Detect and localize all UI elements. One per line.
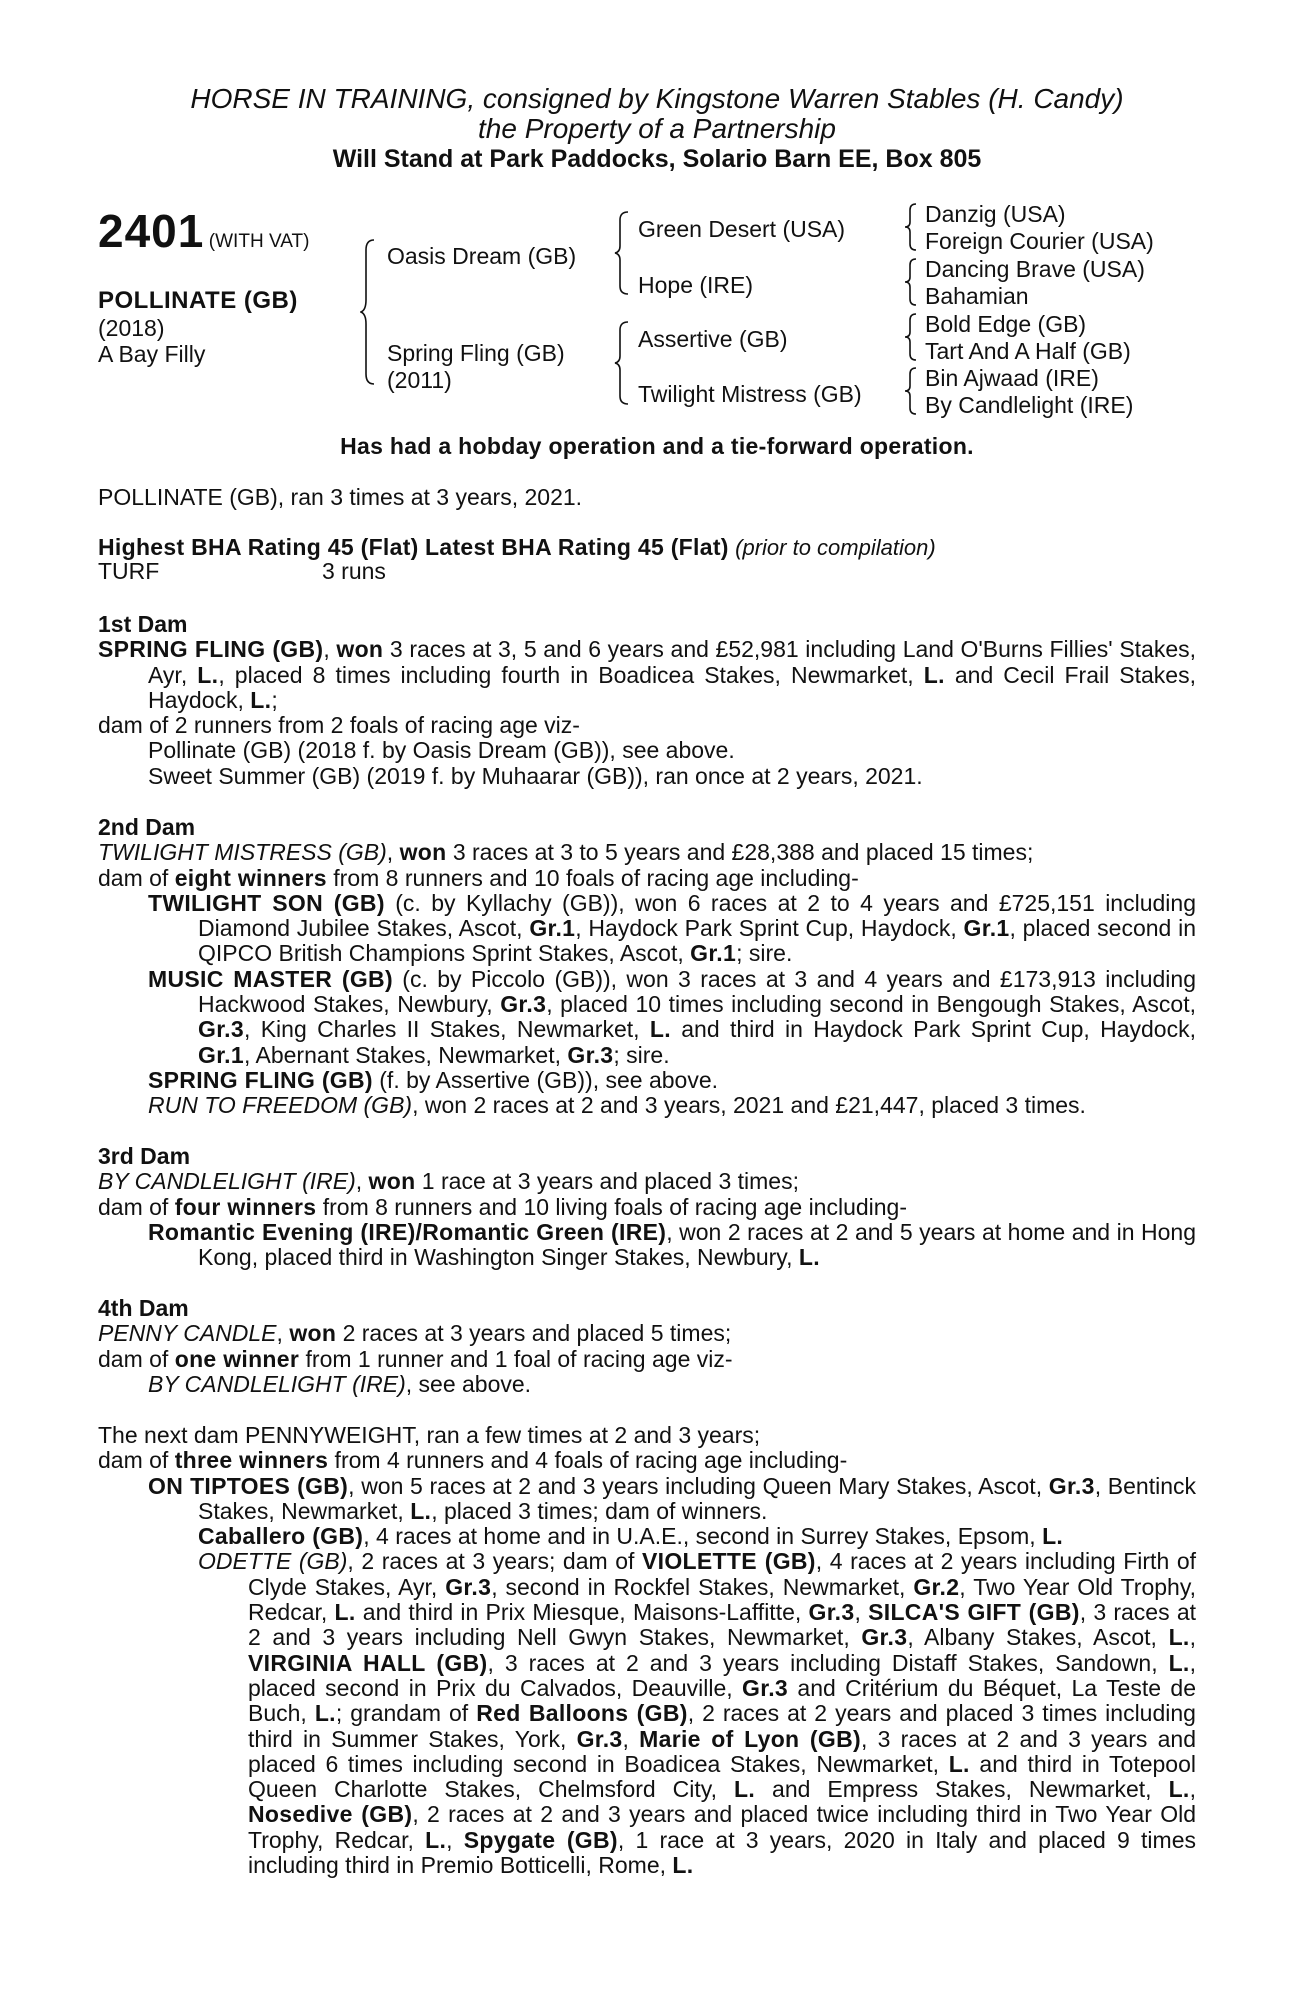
produce-item: TWILIGHT SON (GB) (c. by Kyllachy (GB)), won 6 races at 2 to 4 years and £725,151 including Diamond Jubilee Stakes, Ascot, Gr.1, Haydock Park Sprint Cup, Haydock, Gr.1, placed second in QIPCO British Champions Sprint Stakes, Ascot, Gr.1; sire. xyxy=(148,889,1197,967)
horse-description: A Bay Filly xyxy=(98,341,206,367)
turf-runs: 3 runs xyxy=(322,558,386,584)
second-dam-section: 2nd Dam TWILIGHT MISTRESS (GB), won 3 races at 3 to 5 years and £28,388 and placed 15 times; dam of eight winners from 8 runners and 10 foals of racing age including- TWILIGHT SON (GB) (c. by Kyllachy (GB)), won 6 races at 2 to 4 years and £725,151 including Diamond Jubilee Stakes, Ascot, Gr.1, Haydock Park Sprint Cup, Haydock, Gr.1, placed second in QIPCO British Champions Sprint Stakes, Ascot, Gr.1; sire. MUSIC MASTER (GB) (c. by Piccolo (GB)), won 3 races at 3 and 4 years and £173,913 including Hackwood Stakes, Newbury, Gr.3, placed 10 times including second in Bengough Stakes, Ascot, Gr.3, King Charles II Stakes, Newmarket, L. and third in Haydock Park Sprint Cup, Haydock, Gr.1, Abernant Stakes, Newmarket, Gr.3; sire. SPRING FLING (GB) (f. by Assertive (GB)), see above. RUN TO FREEDOM (GB), won 2 races at 2 and 3 years, 2021 and £21,447, placed 3 times. xyxy=(98,814,1197,1119)
gg-2: Foreign Courier (USA) xyxy=(925,228,1154,254)
first-dam-produce-line: dam of 2 runners from 2 foals of racing age viz- xyxy=(98,712,580,739)
gg-6: Tart And A Half (GB) xyxy=(925,338,1131,364)
produce-item: ODETTE (GB), 2 races at 3 years; dam of VIOLETTE (GB), 4 races at 2 years including Firth of Clyde Stakes, Ayr, Gr.3, second in Rockfel Stakes, Newmarket, Gr.2, Two Year Old Trophy, Redcar, L. and third in Prix Miesque, Maisons-Laffitte, Gr.3, SILCA'S GIFT (GB), 3 races at 2 and 3 years including Nell Gwyn Stakes, Newmarket, Gr.3, Albany Stakes, Ascot, L., VIRGINIA HALL (GB), 3 races at 2 and 3 years including Distaff Stakes, Sandown, L., placed second in Prix du Calvados, Deauville, Gr.3 and Critérium du Béquet, La Teste de Buch, L.; grandam of Red Balloons (GB), 2 races at 2 years and placed 3 times including third in Summer Stakes, York, Gr.3, Marie of Lyon (GB), 3 races at 2 and 3 years and placed 6 times including second in Boadicea Stakes, Newmarket, L. and third in Totepool Queen Charlotte Stakes, Chelmsford City, L. and Empress Stakes, Newmarket, L., Nosedive (GB), 2 races at 2 and 3 years and placed twice including third in Two Year Old Trophy, Redcar, L., Spygate (GB), 1 race at 3 years, 2020 in Italy and placed 9 times including third in Premio Botticelli, Rome, L. xyxy=(198,1548,1197,1879)
pedigree-bracket-dam xyxy=(614,320,634,406)
sire: Oasis Dream (GB) xyxy=(387,243,577,269)
dam: Spring Fling (GB) xyxy=(387,340,565,366)
turf-label: TURF xyxy=(98,558,160,584)
dam-year: (2011) xyxy=(387,367,452,393)
produce-item: RUN TO FREEDOM (GB), won 2 races at 2 and 3 years, 2021 and £21,447, placed 3 times. xyxy=(148,1092,1086,1119)
pedigree-bracket-gg1 xyxy=(904,202,920,252)
produce-item: Sweet Summer (GB) (2019 f. by Muhaarar (GB)), ran once at 2 years, 2021. xyxy=(148,762,923,789)
lot-number-block xyxy=(98,204,309,258)
first-dam-record: SPRING FLING (GB), won 3 races at 3, 5 and 6 years and £52,981 including Land O'Burns Fillies' Stakes, Ayr, L., placed 8 times including fourth in Boadicea Stakes, Newmarket, L. and Cecil Frail Stakes, Haydock, L.; xyxy=(98,636,1197,713)
third-dam-heading: 3rd Dam xyxy=(98,1143,191,1169)
first-dam-heading: 1st Dam xyxy=(98,611,188,637)
produce-item: ON TIPTOES (GB), won 5 races at 2 and 3 years including Queen Mary Stakes, Ascot, Gr.3, Bentinck Stakes, Newmarket, L., placed 3 times; dam of winners. xyxy=(148,1472,1196,1524)
gg-4: Bahamian xyxy=(925,283,1029,309)
gg-5: Bold Edge (GB) xyxy=(925,311,1087,337)
produce-item: Romantic Evening (IRE)/Romantic Green (IRE), won 2 races at 2 and 5 years at home and in Hong Kong, placed third in Washington Singer Stakes, Newbury, L. xyxy=(148,1218,1197,1271)
pedigree-bracket-sire xyxy=(614,210,634,296)
latest-rating: Latest BHA Rating 45 (Flat) xyxy=(425,534,729,560)
produce-item: MUSIC MASTER (GB) (c. by Piccolo (GB)), won 3 races at 3 and 4 years and £173,913 including Hackwood Stakes, Newbury, Gr.3, placed 10 times including second in Bengough Stakes, Ascot, Gr.3, King Charles II Stakes, Newmarket, L. and third in Haydock Park Sprint Cup, Haydock, Gr.1, Abernant Stakes, Newmarket, Gr.3; sire. xyxy=(148,965,1197,1068)
first-dam-name: SPRING FLING (GB) xyxy=(98,636,324,663)
sire-dam: Hope (IRE) xyxy=(638,272,754,298)
gg-1: Danzig (USA) xyxy=(925,201,1066,227)
horse-year: (2018) xyxy=(98,315,165,341)
produce-item: BY CANDLELIGHT (IRE), see above. xyxy=(148,1370,532,1397)
vat-note: (WITH VAT) xyxy=(208,231,310,252)
property-line: the Property of a Partnership xyxy=(478,113,836,144)
dam-sire: Assertive (GB) xyxy=(638,326,788,352)
fourth-dam-section: 4th Dam PENNY CANDLE, won 2 races at 3 years and placed 5 times; dam of one winner from 1 runner and 1 foal of racing age viz- BY CANDLELIGHT (IRE), see above. xyxy=(98,1296,1196,1397)
next-dam-section: The next dam PENNYWEIGHT, ran a few times at 2 and 3 years; dam of three winners from 4 runners and 4 foals of racing age including- ON TIPTOES (GB), won 5 races at 2 and 3 years including Queen Mary Stakes, Ascot, Gr.3, Bentinck Stakes, Newmarket, L., placed 3 times; dam of winners. Caballero (GB), 4 races at home and in U.A.E., second in Surrey Stakes, Epsom, L. ODETTE (GB), 2 races at 3 years; dam of VIOLETTE (GB), 4 races at 2 years including Firth of Clyde Stakes, Ayr, Gr.3, second in Rockfel Stakes, Newmarket, Gr.2, Two Year Old Trophy, Redcar, L. and third in Prix Miesque, Maisons-Laffitte, Gr.3, SILCA'S GIFT (GB), 3 races at 2 and 3 years including Nell Gwyn Stakes, Newmarket, Gr.3, Albany Stakes, Ascot, L., VIRGINIA HALL (GB), 3 races at 2 and 3 years including Distaff Stakes, Sandown, L., placed second in Prix du Calvados, Deauville, Gr.3 and Critérium du Béquet, La Teste de Buch, L.; grandam of Red Balloons (GB), 2 races at 2 years and placed 3 times including third in Summer Stakes, York, Gr.3, Marie of Lyon (GB), 3 races at 2 and 3 years and placed 6 times including second in Boadicea Stakes, Newmarket, L. and third in Totepool Queen Charlotte Stakes, Chelmsford City, L. and Empress Stakes, Newmarket, L., Nosedive (GB), 2 races at 2 and 3 years and placed twice including third in Two Year Old Trophy, Redcar, L., Spygate (GB), 1 race at 3 years, 2020 in Italy and placed 9 times including third in Premio Botticelli, Rome, L. xyxy=(98,1422,1197,1879)
horse-name: POLLINATE (GB) xyxy=(98,287,298,314)
gg-3: Dancing Brave (USA) xyxy=(925,256,1145,282)
rating-line xyxy=(98,534,936,561)
race-summary: POLLINATE (GB), ran 3 times at 3 years, 2021. xyxy=(98,484,583,510)
next-dam-line: The next dam PENNYWEIGHT, ran a few times at 2 and 3 years; xyxy=(98,1422,761,1448)
gg-7: Bin Ajwaad (IRE) xyxy=(925,365,1099,391)
produce-item: Pollinate (GB) (2018 f. by Oasis Dream (GB)), see above. xyxy=(148,737,735,764)
second-dam-heading: 2nd Dam xyxy=(98,814,196,840)
fourth-dam-heading: 4th Dam xyxy=(98,1295,189,1321)
second-dam-name: TWILIGHT MISTRESS (GB) xyxy=(98,839,387,866)
gg-8: By Candlelight (IRE) xyxy=(925,392,1134,418)
third-dam-section: 3rd Dam BY CANDLELIGHT (IRE), won 1 race at 3 years and placed 3 times; dam of four winners from 8 runners and 10 living foals of racing age including- Romantic Evening (IRE)/Romantic Green (IRE), won 2 races at 2 and 5 years at home and in Hong Kong, placed third in Washington Singer Stakes, Newbury, L. xyxy=(98,1143,1197,1271)
highest-rating: Highest BHA Rating 45 (Flat) xyxy=(98,534,419,560)
consignor-line: HORSE IN TRAINING, consigned by Kingstone Warren Stables (H. Candy) xyxy=(190,83,1124,114)
lot-number: 2401 xyxy=(98,205,205,257)
operation-note: Has had a hobday operation and a tie-forward operation. xyxy=(340,433,974,459)
produce-item: SPRING FLING (GB) (f. by Assertive (GB)), see above. xyxy=(148,1066,718,1093)
pedigree-bracket-gg4 xyxy=(904,366,920,416)
first-dam-section xyxy=(98,612,1196,789)
pedigree-bracket-gg3 xyxy=(904,312,920,362)
produce-item: Caballero (GB), 4 races at home and in U.A.E., second in Surrey Stakes, Epsom, L. xyxy=(198,1523,1064,1550)
rating-note: (prior to compilation) xyxy=(735,535,936,560)
stand-line: Will Stand at Park Paddocks, Solario Barn EE, Box 805 xyxy=(332,145,982,173)
sire-sire: Green Desert (USA) xyxy=(638,216,846,242)
third-dam-name: BY CANDLELIGHT (IRE) xyxy=(98,1168,356,1195)
fourth-dam-name: PENNY CANDLE xyxy=(98,1320,277,1347)
pedigree-bracket-main xyxy=(360,238,380,388)
pedigree-bracket-gg2 xyxy=(904,257,920,307)
dam-dam: Twilight Mistress (GB) xyxy=(638,381,862,407)
